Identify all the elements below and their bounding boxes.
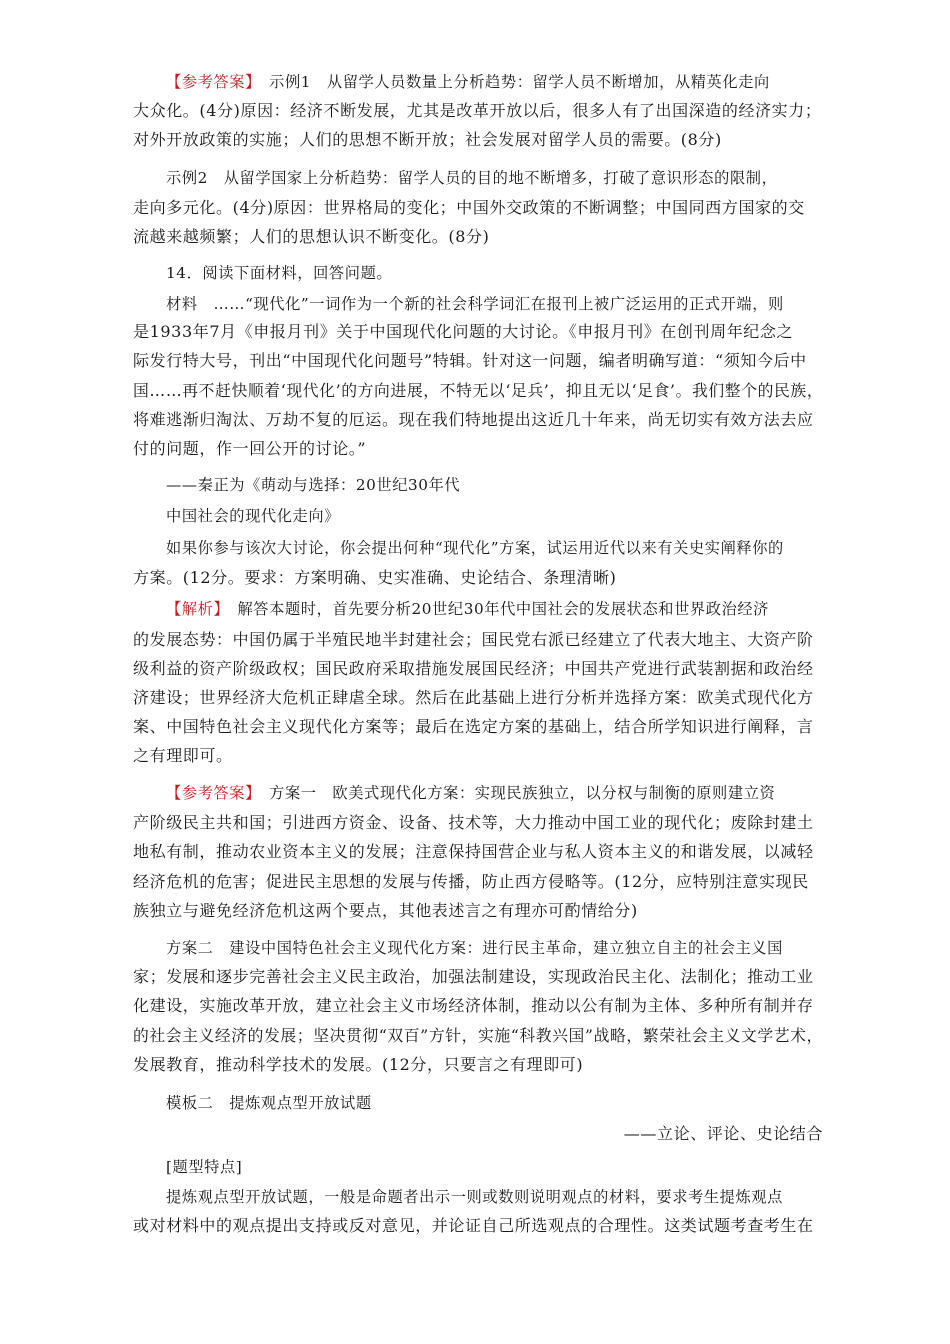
line-text: 示例1 从留学人员数量上分析趋势：留学人员不断增加，从精英化走向: [253, 73, 770, 91]
section-subtitle: ——立论、评论、史论结合: [623, 1124, 823, 1143]
answer-line: [166, 783, 856, 803]
analysis-tag: 【解析】: [166, 600, 222, 618]
section-heading: 模板二 提炼观点型开放试题: [166, 1094, 372, 1112]
text-line: 级利益的资产阶级政权；国民政府采取措施发展国民经济；中国共产党进行武装割据和政治经: [133, 659, 814, 678]
question-number: 14．阅读下面材料，回答问题。: [166, 264, 393, 282]
text-line: 流越来越频繁；人们的思想认识不断变化。(8分): [133, 227, 490, 246]
text-line: 发展教育，推动科学技术的发展。(12分，只要言之有理即可): [133, 1055, 584, 1074]
answer-tag: 【参考答案】: [166, 784, 254, 802]
text-line: 或对材料中的观点提出支持或反对意见，并论证自己所选观点的合理性。这类试题考查考生在: [133, 1216, 814, 1235]
text-line: 案、中国特色社会主义现代化方案等；最后在选定方案的基础上，结合所学知识进行阐释，言: [133, 717, 814, 736]
analysis-line: [166, 599, 856, 619]
text-line: 际发行特大号，刊出“中国现代化问题号”特辑。针对这一问题，编者明确写道：“须知今后中: [133, 351, 807, 370]
text-line: 如果你参与该次大讨论，你会提出何种“现代化”方案，试运用近代以来有关史实阐释你的: [166, 539, 784, 557]
line-text: 方案一 欧美式现代化方案：实现民族独立，以分权与制衡的原则建立资: [253, 784, 776, 802]
text-line: 大众化。(4分)原因：经济不断发展，尤其是改革开放以后，很多人有了出国深造的经济实力；: [133, 101, 822, 120]
answer-line: [166, 72, 856, 92]
text-line: 的发展态势：中国仍属于半殖民地半封建社会；国民党右派已经建立了代表大地主、大资产阶: [133, 630, 814, 649]
text-line: 对外开放政策的实施；人们的思想不断开放；社会发展对留学人员的需要。(8分): [133, 130, 722, 149]
text-line: 地私有制，推动农业资本主义的发展；注意保持国营企业与私人资本主义的和谐发展，以减轻: [133, 842, 814, 861]
text-line: 的社会主义经济的发展；坚决贯彻“双百”方针，实施“科教兴国”战略，繁荣社会主义文学艺术，: [133, 1026, 823, 1045]
text-line: 家；发展和逐步完善社会主义民主政治，加强法制建设，实现政治民主化、法制化；推动工业: [133, 967, 814, 986]
text-line: 是1933年7月《申报月刊》关于中国现代化问题的大讨论。《申报月刊》在创刊周年纪念之: [133, 322, 794, 341]
source-citation: 中国社会的现代化走向》: [166, 507, 341, 525]
text-line: 化建设，实施改革开放，建立社会主义市场经济体制，推动以公有制为主体、多种所有制并存: [133, 996, 814, 1015]
source-citation: ——秦正为《萌动与选择：20世纪30年代: [166, 476, 461, 494]
text-line: 济建设；世界经济大危机正肆虐全球。然后在此基础上进行分析并选择方案：欧美式现代化方: [133, 688, 814, 707]
line-text: 解答本题时，首先要分析20世纪30年代中国社会的发展状态和世界政治经济: [221, 600, 770, 618]
text-line: 提炼观点型开放试题，一般是命题者出示一则或数则说明观点的材料，要求考生提炼观点: [166, 1188, 783, 1206]
answer-tag: 【参考答案】: [166, 73, 254, 91]
material-line: 材料 ……“现代化”一词作为一个新的社会科学词汇在报刊上被广泛运用的正式开端，则: [166, 295, 784, 313]
text-line: 经济危机的危害；促进民主思想的发展与传播，防止西方侵略等。(12分，应特别注意实现民: [133, 872, 809, 891]
text-line: 产阶级民主共和国；引进西方资金、设备、技术等，大力推动中国工业的现代化；废除封建土: [133, 813, 814, 832]
text-line: 方案。(12分。要求：方案明确、史实准确、史论结合、条理清晰): [133, 568, 617, 587]
text-line: 将难逃渐归淘汰、万劫不复的厄运。现在我们特地提出这近几十年来，尚无切实有效方法去应: [133, 410, 814, 429]
text-line: 示例2 从留学国家上分析趋势：留学人员的目的地不断增多，打破了意识形态的限制，: [166, 169, 778, 187]
text-line: 方案二 建设中国特色社会主义现代化方案：进行民主革命，建立独立自主的社会主义国: [166, 939, 783, 957]
text-line: 之有理即可。: [133, 746, 233, 765]
subsection-heading: [题型特点]: [166, 1158, 243, 1176]
text-line: 族独立与避免经济危机这两个要点，其他表述言之有理亦可酌情给分): [133, 901, 638, 920]
text-line: 国……再不赶快顺着‘现代化’的方向进展，不特无以‘足兵’，抑且无以‘足食’。我们整个的民族，: [133, 381, 824, 400]
text-line: 付的问题，作一回公开的讨论。”: [133, 439, 367, 458]
text-line: 走向多元化。(4分)原因：世界格局的变化；中国外交政策的不断调整；中国同西方国家的交: [133, 198, 805, 217]
